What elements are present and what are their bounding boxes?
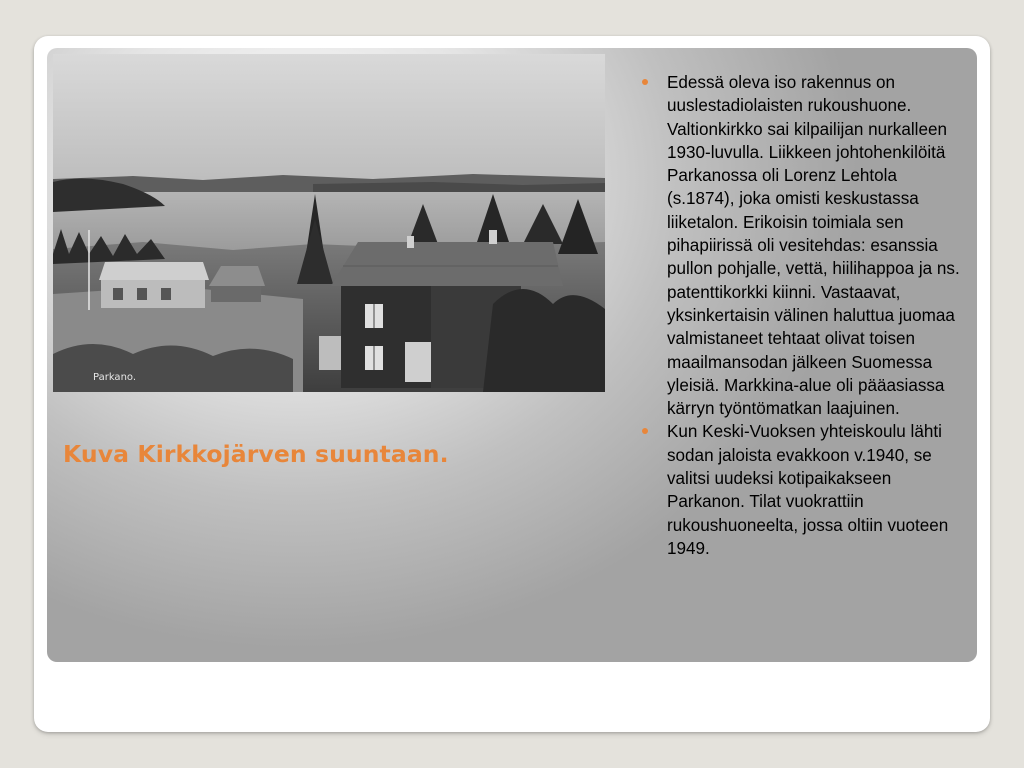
bullet-text: Kun Keski-Vuoksen yhteiskoulu lähti sodan jaloista evakkoon v.1940, se valitsi uudeksi kotipaikakseen Parkanon. Tilat vuokrattiin rukoushuoneelta, jossa oltiin vuoteen 1949. — [667, 422, 949, 558]
bullet-item — [621, 420, 963, 560]
bullet-item — [621, 71, 963, 420]
bullet-list — [621, 71, 963, 560]
bullet-dot-icon — [642, 428, 648, 434]
bullet-dot-icon — [642, 79, 648, 85]
photo-caption: Kuva Kirkkojärven suuntaan. — [63, 440, 449, 468]
photo-inscription: Parkano. — [93, 372, 137, 383]
historical-photo — [53, 54, 605, 392]
bullet-text: Edessä oleva iso rakennus on uuslestadiolaisten rukoushuone. Valtionkirkko sai kilpailijan nurkalleen 1930-luvulla. Liikkeen johtohenkilöitä Parkanossa oli Lorenz Lehtola (s.1874), joka omisti keskustassa liiketalon. Erikoisin toimiala sen pihapiirissä oli vesitehdas: esanssia pullon pohjalle, vettä, hiilihappoa ja ns. patenttikorkki kiinni. Vastaavat, yksinkertaisin välinen haluttua juomaa valmistaneet tehtaat olivat toisen maailmansodan jälkeen Suomessa yleisiä. Markkina-alue oli pääasiassa kärryn työntömatkan laajuinen. — [667, 73, 960, 419]
